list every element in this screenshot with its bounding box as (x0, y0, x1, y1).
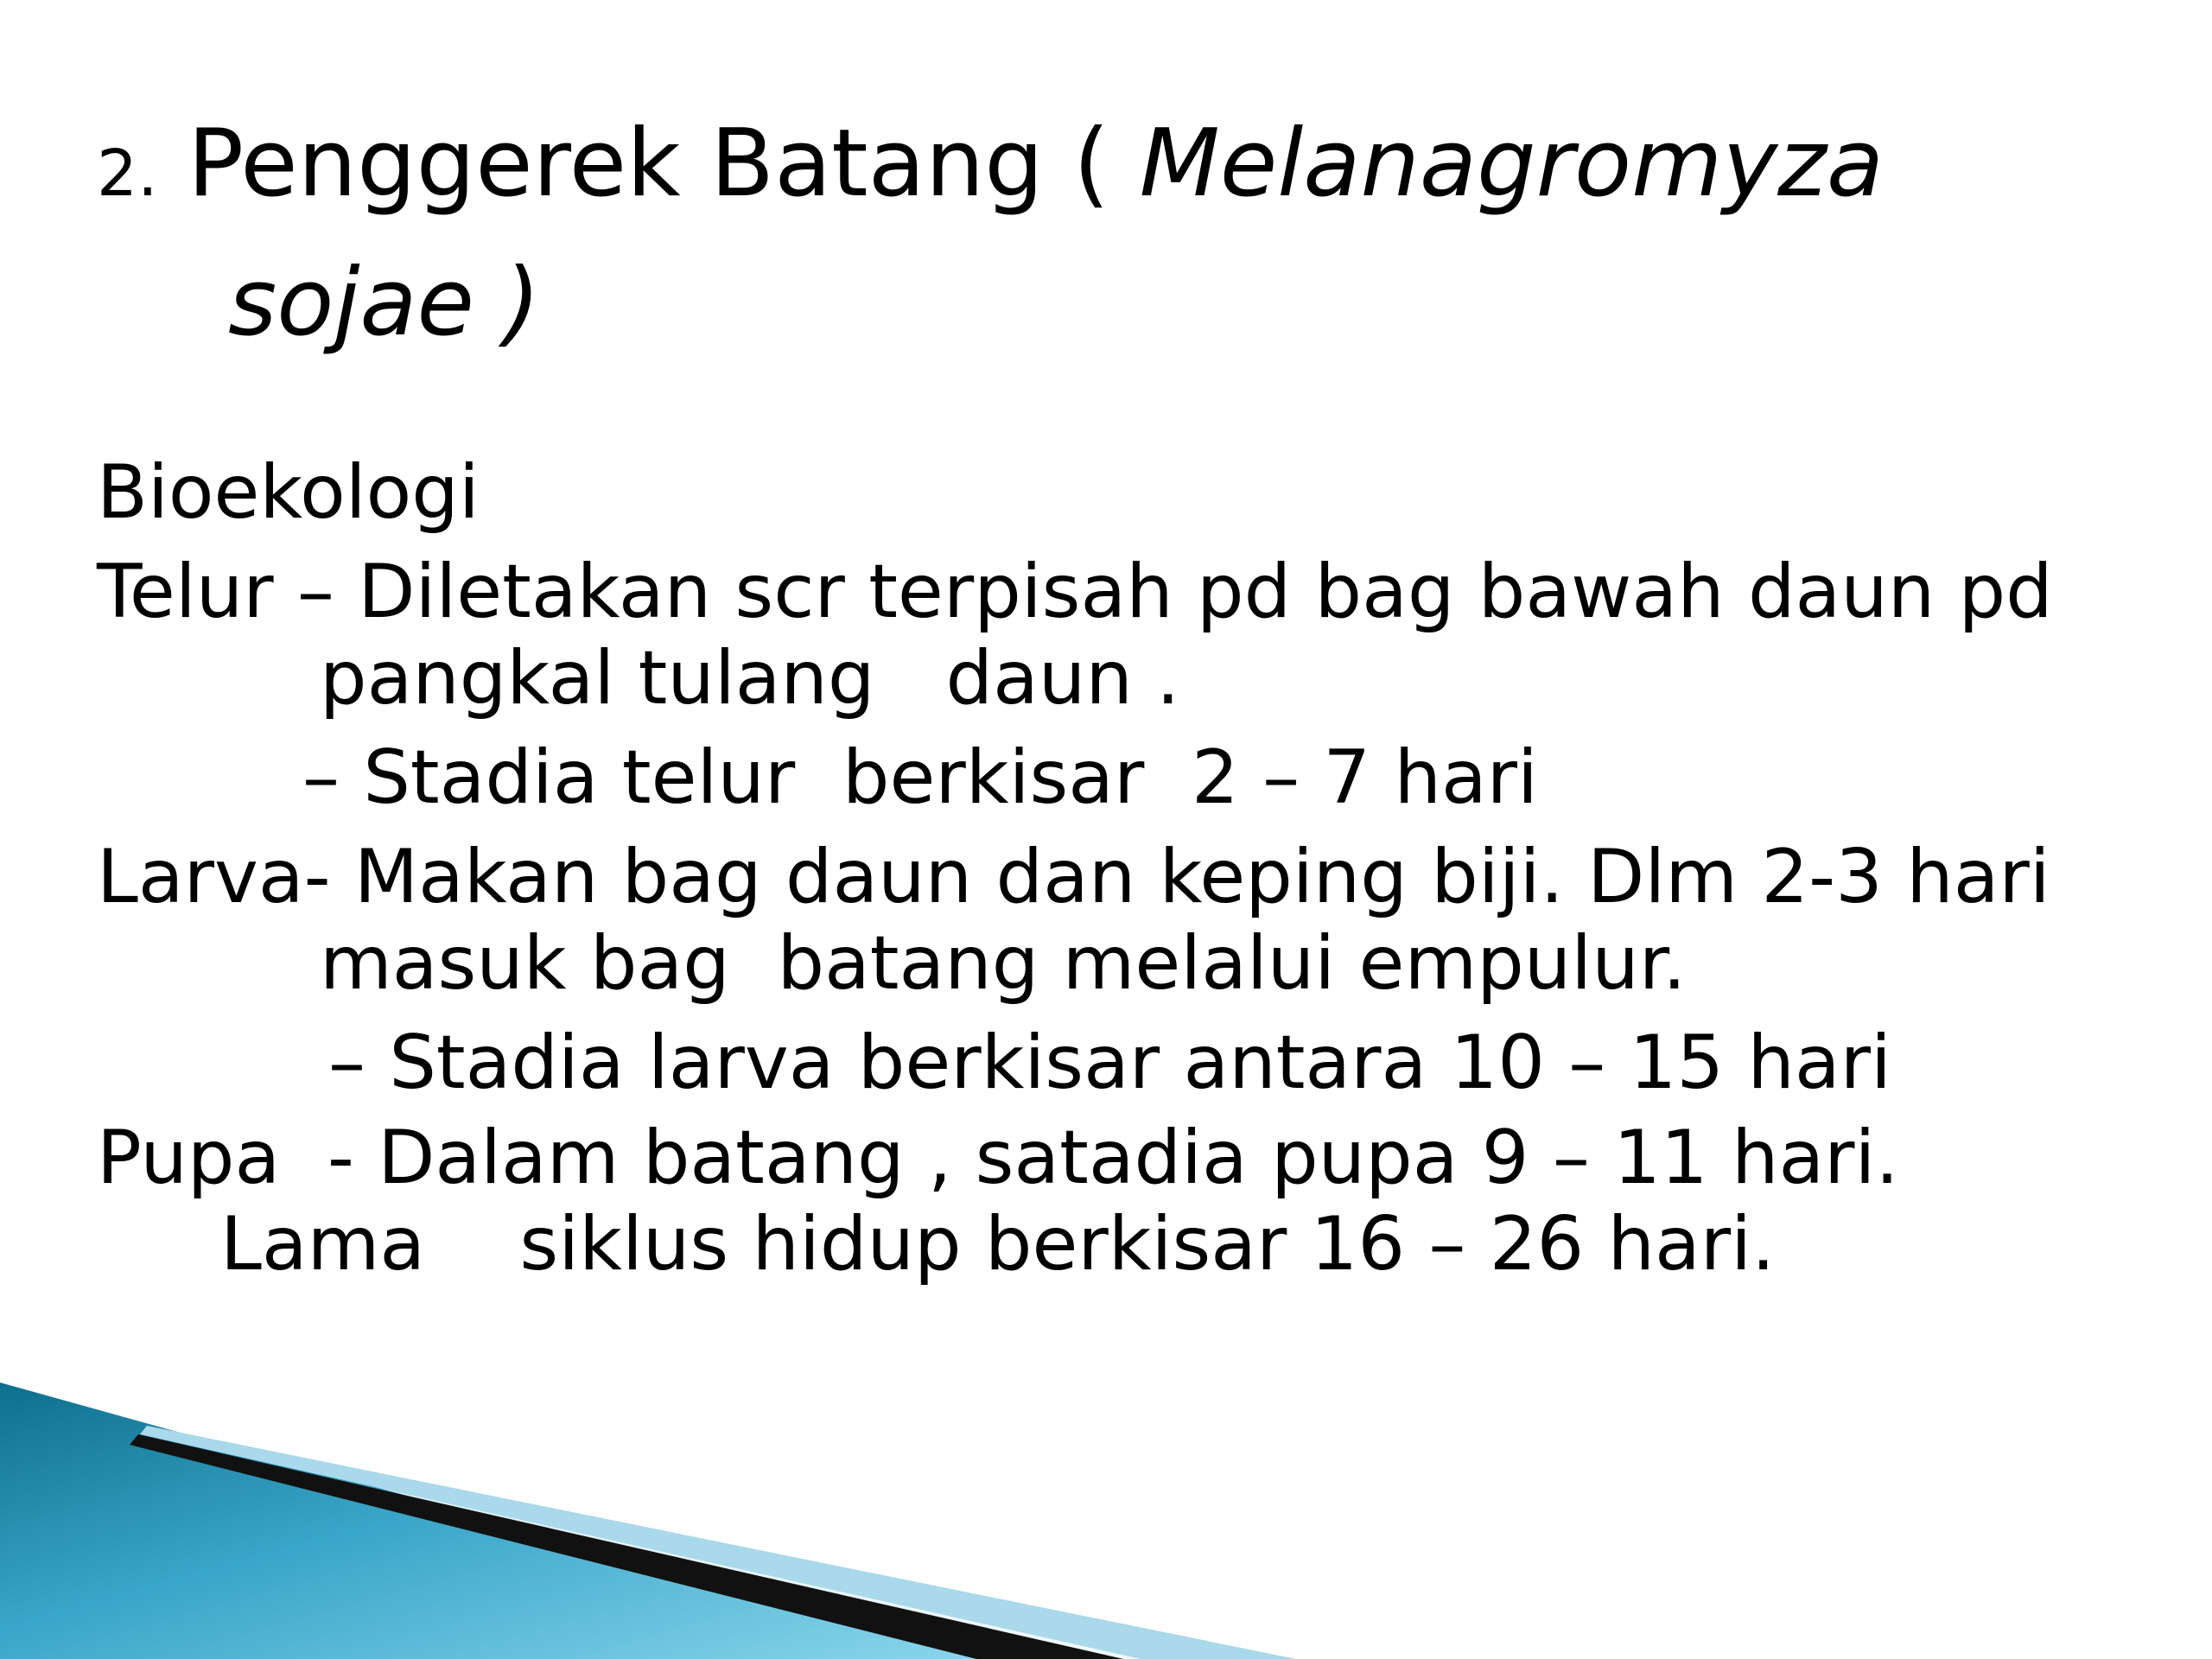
line-pupa: Pupa - Dalam batang , satadia pupa 9 – 11 hari. (97, 1115, 1899, 1201)
decor-teal-wedge (0, 1382, 994, 1659)
line-telur-cont: pangkal tulang daun . (320, 635, 1180, 721)
title-number: 2. (97, 137, 158, 211)
decor-pale-band (0, 1417, 1296, 1659)
line-stadia-telur: – Stadia telur berkisar 2 – 7 hari (302, 734, 1538, 821)
line-larva: Larva- Makan bag daun dan keping biji. Dlm 2-3 hari (97, 834, 2050, 920)
decor-dark-stripe (130, 1434, 1123, 1659)
decor-light-stripe (140, 1426, 1296, 1659)
line-larva-cont: masuk bag batang melalui empulur. (320, 920, 1687, 1007)
heading-bioekologi: Bioekologi (97, 449, 480, 536)
line-stadia-larva: – Stadia larva berkisar antara 10 – 15 hari (328, 1020, 1891, 1106)
line-siklus: Lama siklus hidup berkisar 16 – 26 hari. (220, 1201, 1776, 1287)
line-telur: Telur – Diletakan scr terpisah pd bag bawah daun pd (97, 549, 2053, 635)
title-species-genus: Melanagromyza (1139, 110, 1885, 218)
title-species-epithet: sojae ) (228, 249, 541, 357)
title-prefix: Penggerek Batang ( (187, 110, 1140, 218)
slide-title (97, 95, 2084, 372)
